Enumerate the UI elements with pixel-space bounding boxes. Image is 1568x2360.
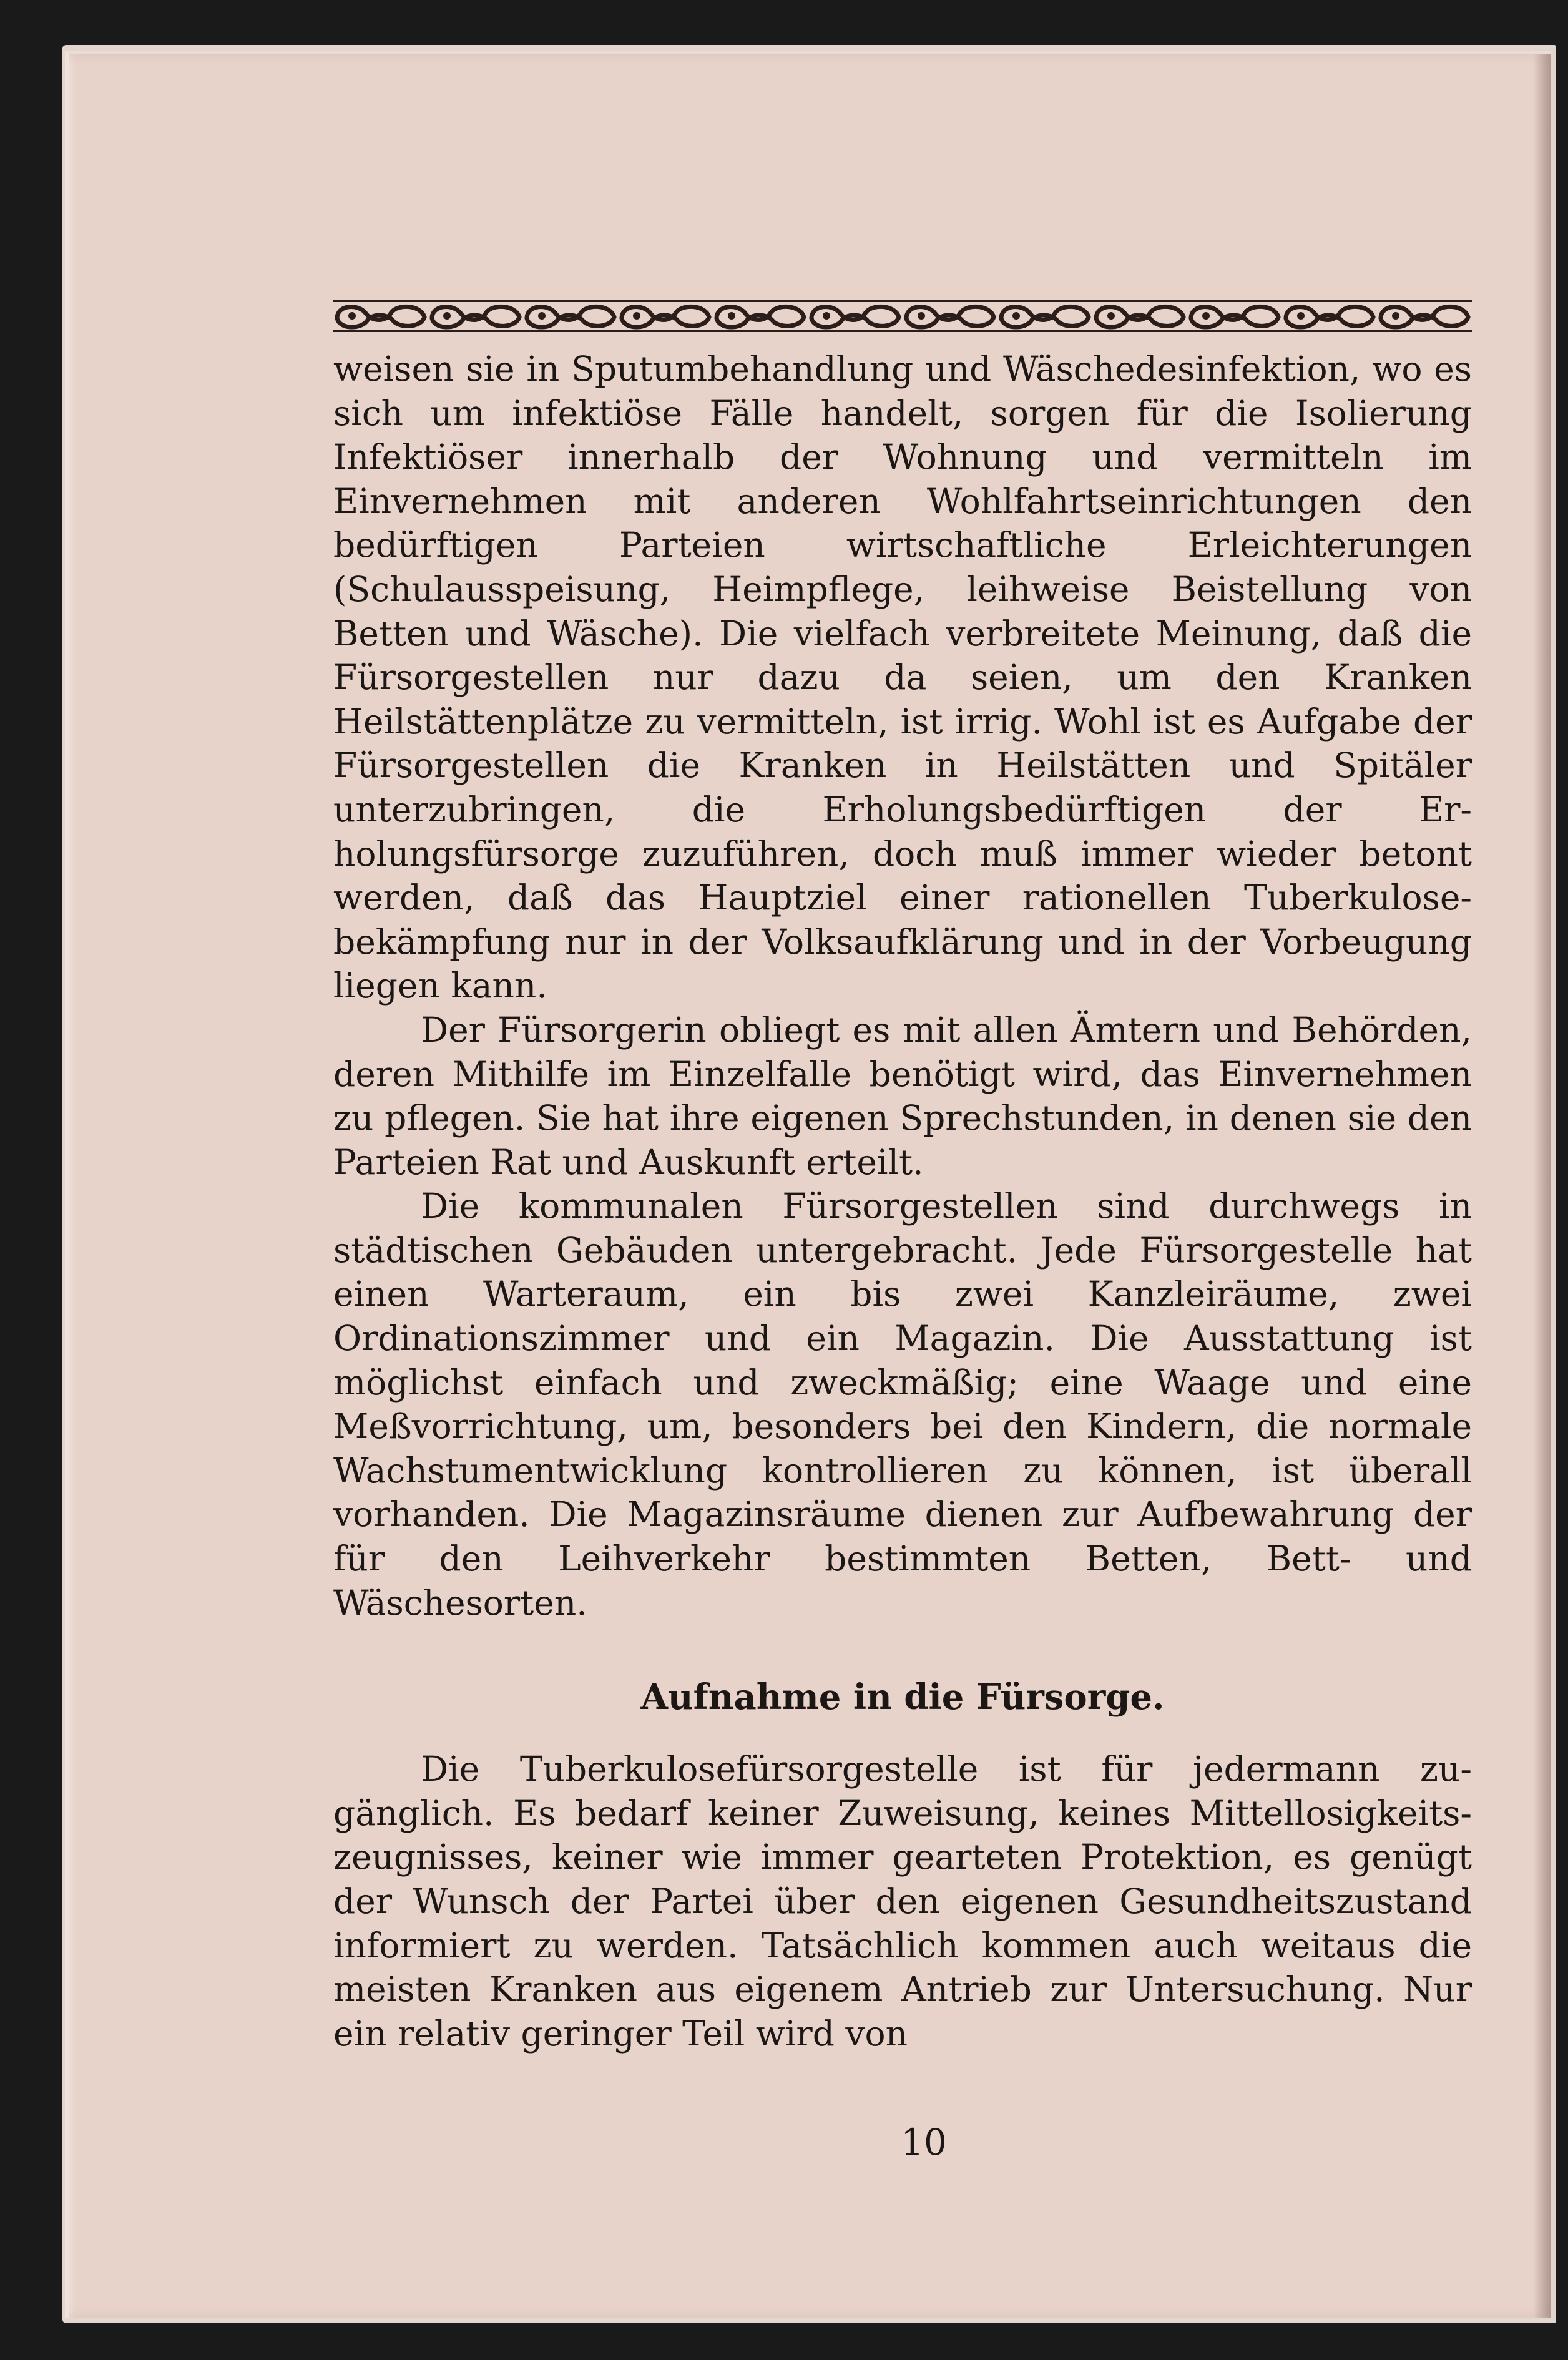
paragraph-3: Die kommunalen Fürsorgestellen sind durchwegs in städtischen Gebäuden untergebracht. Jede Fürsorgestelle hat einen Warteraum, ein bis zwei Kanzleiräume, zwei Ordinationszimmer und ein Magazin. Die Ausstattung ist möglichst einfach und zweckmäßig; eine Waage und eine Meßvorrichtung, um, besonders bei den Kindern, die normale Wachstumentwicklung kontrollieren zu können, ist überall vorhanden. Die Magazinsräume dienen zur Aufbewahrung der für den Leihverkehr bestimmten Betten, Bett- und Wäschesorten. [333,1186,1472,1623]
ornament-dot [728,312,735,320]
ornament-dot [823,312,830,320]
book-page [65,51,1551,2318]
ornament-dot [1202,312,1210,320]
page-gutter-shadow [1533,54,1551,2318]
ornament-dot [538,312,546,320]
ornament-rule-top [333,300,1472,302]
page-number: 10 [901,2121,947,2163]
decorative-wave-border [333,300,1472,332]
ornament-rule-bottom [333,330,1472,332]
paragraph-1: weisen sie in Sputumbehandlung und Wäschedesinfektion, wo es sich um infektiöse Fälle handelt, sorgen für die Isolierung Infektiöser innerhalb der Wohnung und vermitteln im Einvernehmen mit anderen Wohlfahrtseinrichtungen den bedürftigen Parteien wirtschaftliche Erleichterungen (Schulausspeisung, Heimpflege, leihweise Beistellung von Betten und Wäsche). Die vielfach verbreitete Meinung, daß die Fürsorgestellen nur dazu da seien, um den Kranken Heilstättenplätze zu vermitteln, ist irrig. Wohl ist es Aufgabe der Fürsorgestellen die Kranken in Heilstätten und Spitäler unterzubringen, die Erholungsbedürftigen der Erholungsfürsorge zuzuführen, doch muß immer wieder betont werden, daß das Hauptziel einer rationellen Tuberkulosebekämpfung nur in der Volksaufklärung und in der Vorbeugung liegen kann. [333,349,1472,1006]
ornament-dot [1297,312,1305,320]
ornament-dot [1107,312,1115,320]
paragraph-2: Der Fürsorgerin obliegt es mit allen Ämtern und Behörden, deren Mithilfe im Einzelfalle benötigt wird, das Einvernehmen zu pflegen. Sie hat ihre eigenen Sprechstunden, in denen sie den Parteien Rat und Auskunft erteilt. [333,1009,1472,1182]
ornament-dot [1012,312,1020,320]
ornament-dot [443,312,451,320]
ornament-dot [348,312,356,320]
ornament-dot [918,312,925,320]
section-paragraph: Die Tuberkulosefürsorgestelle ist für jedermann zugänglich. Es bedarf keiner Zuweisung, keines Mittellosigkeitszeugnisses, keiner wie immer gearteten Protektion, es genügt der Wunsch der Partei über den eigenen Gesundheitszustand informiert zu werden. Tatsächlich kommen auch weitaus die meisten Kranken aus eigenem Antrieb zur Untersuchung. Nur ein relativ geringer Teil wird von [333,1749,1472,2054]
body-text [333,347,1472,2055]
section-heading: Aufnahme in die Fürsorge. [640,1677,1165,1718]
ornament-dot [633,312,640,320]
ornament-dot [1392,312,1399,320]
